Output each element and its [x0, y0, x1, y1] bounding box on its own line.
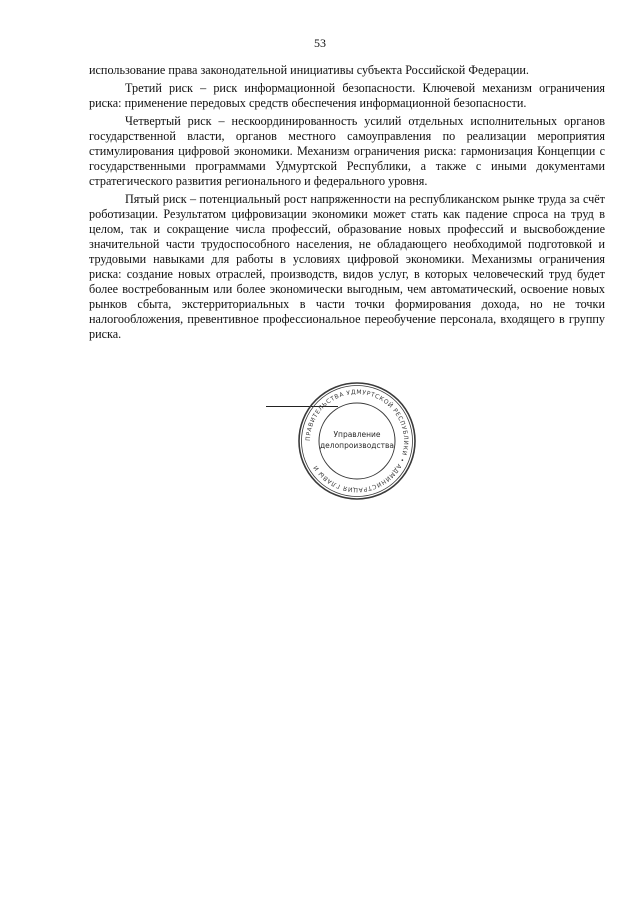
body-text	[89, 63, 605, 345]
paragraph-4: Пятый риск – потенциальный рост напряженности на республиканском рынке труда за счёт роботизации. Результатом цифровизации экономики может стать как падение спроса на труд в целом, так и сокращение числа профессий, образование новых профессий и высвобождение значительной части трудоспособного населения, не обладающего необходимой подготовкой и трудовыми навыками для работы в условиях цифровой экономики. Механизмы ограничения риска: создание новых отраслей, производств, видов услуг, в которых человеческий труд будет более востребованным или более экономически выгодным, чем автоматический, освоение новых рынков сбыта, экстерриториальных в части точки формирования дохода, но не точки налогообложения, превентивное профессиональное переобучение персонала, входящего в группу риска.	[89, 192, 605, 341]
paragraph-1: использование права законодательной инициативы субъекта Российской Федерации.	[89, 63, 529, 77]
official-stamp-area	[266, 380, 426, 500]
paragraph-2: Третий риск – риск информационной безопасности. Ключевой механизм ограничения риска: применение передовых средств обеспечения информационной безопасности.	[89, 81, 605, 110]
stamp-center-line-1: Управление	[333, 430, 381, 439]
round-seal-stamp	[296, 380, 418, 502]
page-number: 53	[314, 36, 326, 50]
stamp-center-line-2: делопроизводства	[319, 441, 395, 450]
stamp-ring-text: ПРАВИТЕЛЬСТВА УДМУРТСКОЙ РЕСПУБЛИКИ • АДМИНИСТРАЦИЯ ГЛАВЫ И	[304, 388, 410, 494]
paragraph-3: Четвертый риск – нескоординированность усилий отдельных исполнительных органов государственной власти, органов местного самоуправления по реализации мероприятия стимулирования цифровой экономики. Механизм ограничения риска: гармонизация Концепции с государственными программами Удмуртской Республики, а также с иными документами стратегического развития регионального и федерального уровня.	[89, 114, 605, 188]
